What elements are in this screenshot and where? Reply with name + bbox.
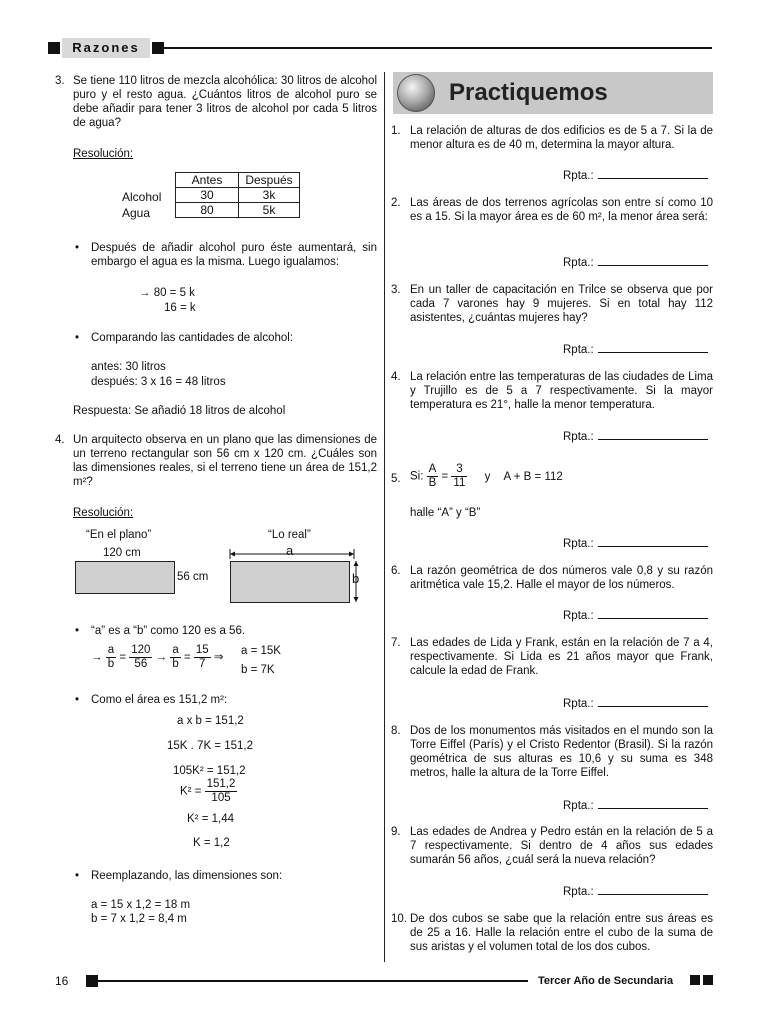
section-label: Razones <box>62 38 150 58</box>
problem-3-text: Se tiene 110 litros de mezcla alcohólica: 30 litros de alcohol puro y el resto agua. ¿Cuántos litros de alcohol puro se debe añadir para tener 3 litros de alcohol por cada 5 litros de agua? <box>73 75 377 129</box>
fraction-numerator: A <box>428 463 437 475</box>
p4-calc-6: K = 1,2 <box>193 837 230 849</box>
fraction-denominator: B <box>428 477 437 489</box>
p4-bullet-1: • “a” es a “b” como 120 es a 56. <box>91 624 245 638</box>
question-8-text: Dos de los monumentos más visitados en el mundo son la Torre Eiffel (París) y el Cristo Redentor (Brasil). Si la razón geométrica de sus alturas es 10,6 y su suma es 348 metros, halle la altura de la Torre Eiffel. <box>410 725 713 779</box>
question-6-text: La razón geométrica de dos números vale 0,8 y su razón aritmética vale 15,2. Halle el mayor de los números. <box>410 565 713 591</box>
fraction-120-56 <box>129 644 152 671</box>
question-5-text: halle “A” y “B” <box>410 507 481 519</box>
p4-calc-2: 15K . 7K = 151,2 <box>167 740 253 752</box>
p4-ratio-line <box>91 644 224 671</box>
table-header-despues: Después <box>239 173 300 188</box>
arrow-icon: → <box>155 651 168 664</box>
p4-calc-4 <box>180 778 237 805</box>
sum-condition: A + B = 112 <box>503 470 563 483</box>
question-6-number: 6. <box>391 565 401 577</box>
plano-width-label: 120 cm <box>103 547 141 559</box>
p3-bullet-2: • Comparando las cantidades de alcohol: <box>91 331 293 345</box>
p3-eq-2: 16 = k <box>164 302 196 314</box>
plano-rectangle <box>75 561 175 594</box>
page-number: 16 <box>55 974 69 988</box>
rpta-label: Rpta.: <box>563 800 594 812</box>
problem-3-number: 3. <box>55 75 65 87</box>
real-a-label: a <box>286 543 294 558</box>
question-8-number: 8. <box>391 725 401 737</box>
p3-despues: después: 3 x 16 = 48 litros <box>91 376 226 388</box>
fraction-A-B <box>427 463 439 490</box>
answer-line <box>563 341 713 357</box>
p3-bullet-1: • Después de añadir alcohol puro éste aumentará, sin embargo el agua es la misma. Luego igualamos: <box>91 241 377 269</box>
answer-blank <box>598 428 708 440</box>
answer-line <box>563 797 713 813</box>
fraction-denominator: 11 <box>453 477 466 489</box>
arrow-icon: → <box>91 651 103 664</box>
question-4-text: La relación entre las temperaturas de las ciudades de Lima y Trujillo es de 5 a 7 respectivamente. Si la mayor temperatura es 21°, halle la menor temperatura. <box>410 371 713 411</box>
fraction-denominator: 7 <box>199 658 206 670</box>
question-7-text: Las edades de Lida y Frank, están en la relación de 7 a 4, respectivamente. Si Lida es 21 años mayor que Frank, calcule la edad de Frank. <box>410 637 713 677</box>
rpta-label: Rpta.: <box>563 431 594 443</box>
question-5-condition <box>410 463 563 490</box>
practiquemos-title: Practiquemos <box>449 79 608 106</box>
real-b-label: b <box>352 571 360 586</box>
real-rectangle <box>230 561 350 603</box>
answer-blank <box>598 695 708 707</box>
answer-line <box>563 167 713 183</box>
fraction-denominator: b <box>172 658 179 670</box>
problem-4-number: 4. <box>55 434 65 446</box>
answer-blank <box>598 535 708 547</box>
p4-calc-5: K² = 1,44 <box>187 813 234 825</box>
fraction-denominator: 56 <box>134 658 148 670</box>
problem-4-text: Un arquitecto observa en un plano que las dimensiones de un terreno rectangular son 56 cm x 120 cm. ¿Cuáles son las dimensiones reales, si el terreno tiene un área de 151,2 m²? <box>73 434 377 488</box>
table-cell: 30 <box>176 188 239 203</box>
p3-antes: antes: 30 litros <box>91 361 166 373</box>
question-4-number: 4. <box>391 371 401 383</box>
p4-result-a: a = 15K <box>241 645 281 657</box>
question-9-number: 9. <box>391 826 401 838</box>
answer-blank <box>598 883 708 895</box>
answer-line <box>563 254 713 270</box>
fraction-15-7 <box>194 644 211 671</box>
question-1-number: 1. <box>391 125 401 137</box>
answer-line <box>563 883 713 899</box>
real-label: “Lo real” <box>268 529 311 541</box>
question-9-text: Las edades de Andrea y Pedro están en la relación de 5 a 7 respectivamente. Si dentro de 4 años sus edades sumarán 56 años, ¿cuál será la nueva relación? <box>410 826 713 866</box>
answer-blank <box>598 167 708 179</box>
question-1-text: La relación de alturas de dos edificios es de 5 a 7. Si la de menor altura es de 40 m, determina la mayor altura. <box>410 125 713 151</box>
sphere-icon <box>397 74 435 112</box>
fraction-151-105 <box>205 778 238 805</box>
column-separator <box>384 72 385 962</box>
table-header-row <box>176 173 300 188</box>
fraction-a-b-2 <box>170 644 180 671</box>
table-row-label-agua: Agua <box>122 206 151 220</box>
p4-calc-1: a x b = 151,2 <box>177 715 244 727</box>
plano-height-label: 56 cm <box>177 571 209 583</box>
fraction-denominator: 105 <box>211 792 231 804</box>
header-square-left <box>48 42 60 54</box>
alcohol-table <box>175 172 300 218</box>
fraction-numerator: a <box>107 644 115 656</box>
question-3-number: 3. <box>391 284 401 296</box>
fraction-numerator: 120 <box>131 644 151 656</box>
p3-respuesta: Respuesta: Se añadió 18 litros de alcohol <box>73 405 286 417</box>
fraction-numerator: 3 <box>451 463 467 477</box>
plano-label: “En el plano” <box>86 529 152 541</box>
answer-blank <box>598 797 708 809</box>
problem-4-resolucion: Resolución: <box>73 507 134 519</box>
header-square-right <box>152 42 164 54</box>
and-label: y <box>484 470 491 483</box>
table-row-label-alcohol: Alcohol <box>122 190 162 204</box>
p4-result-b: b = 7K <box>241 664 275 676</box>
rpta-label: Rpta.: <box>563 886 594 898</box>
k2-label: K² = <box>180 785 202 798</box>
table-cell: 80 <box>176 203 239 218</box>
p4-calc-3: 105K² = 151,2 <box>173 765 246 777</box>
fraction-numerator: a <box>172 644 179 656</box>
fraction-numerator: 151,2 <box>206 778 236 790</box>
implies-icon: ⇒ <box>213 651 224 664</box>
answer-line <box>563 428 713 444</box>
fraction-3-11 <box>451 463 467 490</box>
table-header-antes: Antes <box>176 173 239 188</box>
answer-line <box>563 607 713 623</box>
answer-blank <box>598 607 708 619</box>
question-10-number: 10. <box>391 913 407 925</box>
practiquemos-banner <box>393 72 713 114</box>
rpta-label: Rpta.: <box>563 538 594 550</box>
question-7-number: 7. <box>391 637 401 649</box>
equals: = <box>441 470 449 483</box>
p4-bullet-2: • Como el área es 151,2 m²: <box>91 693 227 707</box>
footer-square-right-2 <box>703 975 713 985</box>
question-3-text: En un taller de capacitación en Trilce se observa que por cada 7 varones hay 9 mujeres. Si en total hay 112 asistentes, ¿cuántas mujeres hay? <box>410 284 713 324</box>
fraction-numerator: 15 <box>195 644 209 656</box>
answer-blank <box>598 254 708 266</box>
rpta-label: Rpta.: <box>563 698 594 710</box>
equals: = <box>183 651 191 664</box>
p4-dim-a: a = 15 x 1,2 = 18 m <box>91 899 191 911</box>
question-2-text: Las áreas de dos terrenos agrícolas son entre sí como 10 es a 15. Si la mayor área es de 60 m², la menor área será: <box>410 197 713 223</box>
si-label: Si: <box>410 470 424 483</box>
problem-3-resolucion: Resolución: <box>73 148 134 160</box>
footer-rule <box>98 980 528 982</box>
table-cell: 5k <box>239 203 300 218</box>
rpta-label: Rpta.: <box>563 344 594 356</box>
p4-bullet-3: • Reemplazando, las dimensiones son: <box>91 869 282 883</box>
question-5-number: 5. <box>391 473 401 485</box>
header-rule <box>164 47 712 49</box>
rpta-label: Rpta.: <box>563 170 594 182</box>
table-cell: 3k <box>239 188 300 203</box>
table-row <box>176 188 300 203</box>
footer-square-left <box>86 975 98 987</box>
table-row <box>176 203 300 218</box>
question-10-text: De dos cubos se sabe que la relación entre sus áreas es de 25 a 16. Halle la relación entre el cubo de la suma de sus aristas y el volumen total de los dos cubos. <box>410 913 713 953</box>
footer-square-right-1 <box>690 975 700 985</box>
p4-dim-b: b = 7 x 1,2 = 8,4 m <box>91 913 187 925</box>
rpta-label: Rpta.: <box>563 257 594 269</box>
answer-line <box>563 535 713 551</box>
equals: = <box>119 651 127 664</box>
answer-line <box>563 695 713 711</box>
rpta-label: Rpta.: <box>563 610 594 622</box>
question-2-number: 2. <box>391 197 401 209</box>
fraction-a-b <box>106 644 116 671</box>
p3-eq-1: → 80 = 5 k <box>139 287 195 299</box>
book-title: Tercer Año de Secundaria <box>538 975 674 987</box>
answer-blank <box>598 341 708 353</box>
fraction-denominator: b <box>107 658 115 670</box>
